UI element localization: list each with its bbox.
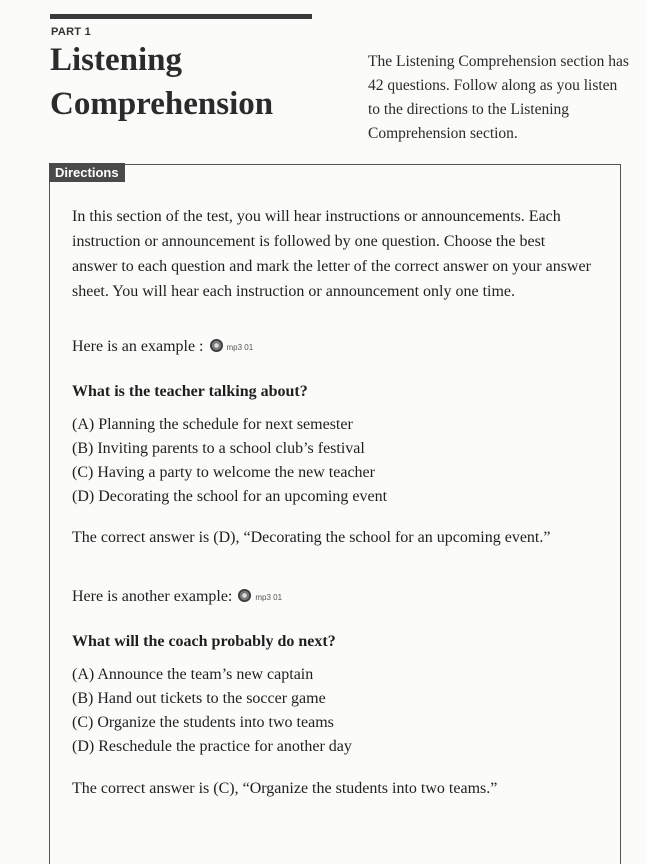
top-rule: [50, 14, 312, 19]
title-line-1: Listening: [50, 42, 183, 78]
example-answer-2: The correct answer is (C), “Organize the students into two teams.”: [72, 780, 498, 797]
option-b: (B) Hand out tickets to the soccer game: [72, 690, 326, 707]
part-label: PART 1: [51, 26, 92, 38]
title-line-2: Comprehension: [50, 86, 274, 122]
example-answer-1: The correct answer is (D), “Decorating the school for an upcoming event.”: [72, 529, 551, 546]
audio-track-label: mp3 01: [226, 343, 254, 352]
option-a: (A) Planning the schedule for next semester: [72, 416, 353, 433]
example-question-2: What will the coach probably do next?: [72, 633, 336, 650]
section-intro: The Listening Comprehension section has 42 questions. Follow along as you listen to the directions to the Listening Comprehension section.: [368, 53, 629, 142]
option-d: (D) Decorating the school for an upcoming event: [72, 488, 388, 505]
example-intro-2: [72, 586, 282, 609]
audio-track-label: mp3 01: [255, 593, 283, 602]
example-options-1: [72, 413, 387, 509]
example-intro-text: Here is an example :: [72, 338, 204, 355]
example-intro-text: Here is another example:: [72, 588, 233, 605]
option-c: (C) Having a party to welcome the new teacher: [72, 464, 375, 481]
page-title: [50, 38, 273, 126]
option-c: (C) Organize the students into two teams: [72, 714, 334, 731]
directions-tab: Directions: [49, 163, 125, 182]
audio-cd-icon[interactable]: [238, 589, 251, 602]
option-b: (B) Inviting parents to a school club’s festival: [72, 440, 365, 457]
option-d: (D) Reschedule the practice for another day: [72, 738, 352, 755]
option-a: (A) Announce the team’s new captain: [72, 666, 314, 683]
audio-cd-icon[interactable]: [210, 339, 223, 352]
example-intro-1: [72, 336, 253, 359]
example-options-2: [72, 663, 352, 759]
example-question-1: What is the teacher talking about?: [72, 383, 308, 400]
directions-text: In this section of the test, you will hear instructions or announcements. Each instruction or announcement is followed by one question. Choose the best answer to each question and mark the letter of the correct answer on your answer sheet. You will hear each instruction or announcement only one time.: [72, 208, 591, 300]
